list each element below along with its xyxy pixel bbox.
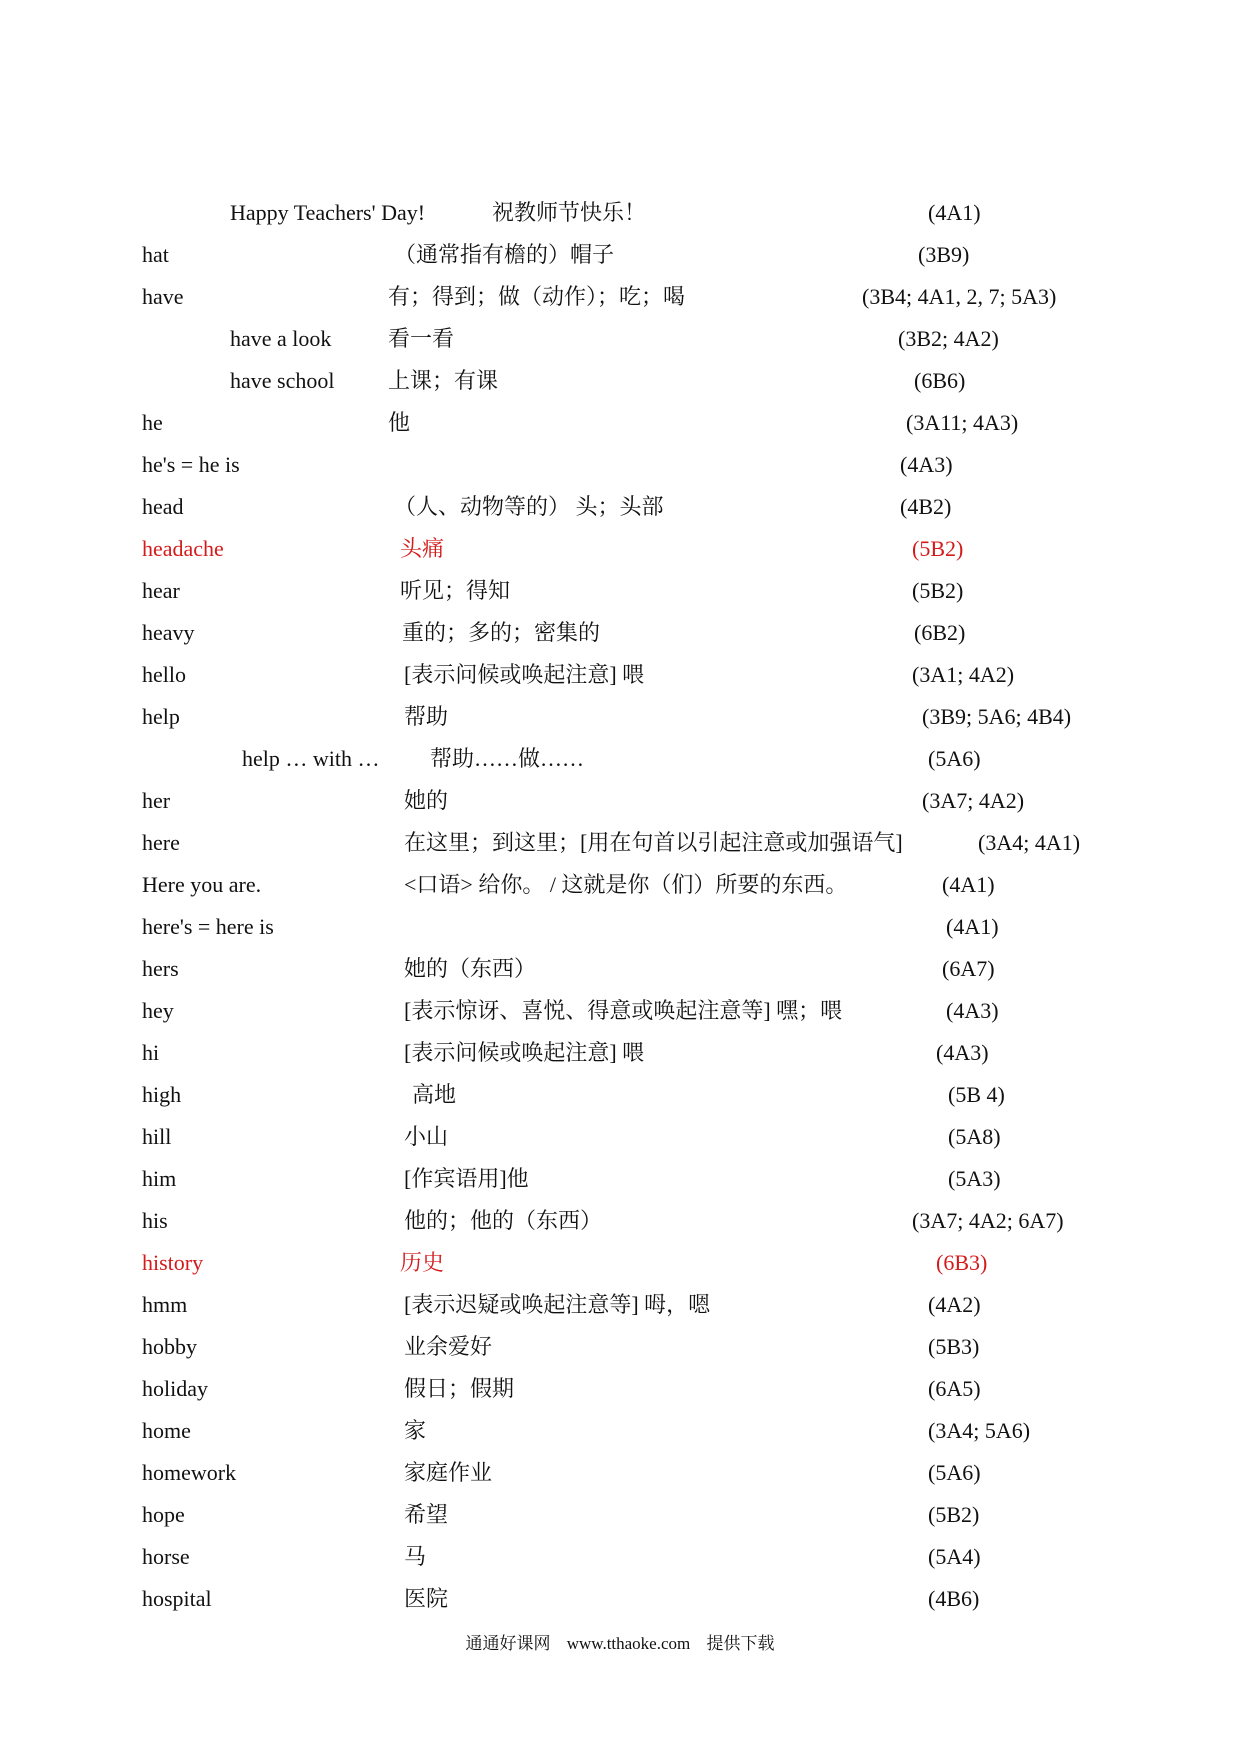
page-footer: [0, 1629, 1240, 1654]
entry-meaning: 她的（东西）: [404, 956, 537, 981]
entry-ref: (3A7; 4A2; 6A7): [912, 1208, 1064, 1233]
entry-row-help-with: [0, 738, 1240, 780]
entry-word: homework: [142, 1460, 237, 1485]
entry-ref: (4A3): [900, 452, 953, 477]
entry-row-hill: [0, 1116, 1240, 1158]
entry-row-him: [0, 1158, 1240, 1200]
entry-ref: (4B2): [900, 494, 952, 519]
entry-word: hospital: [142, 1586, 212, 1611]
entry-row-hear: [0, 570, 1240, 612]
entry-word: have a look: [230, 326, 332, 351]
entry-ref: (4B6): [928, 1586, 980, 1611]
entry-ref: (4A2): [928, 1292, 981, 1317]
entry-meaning: 上课；有课: [388, 368, 499, 393]
entry-row-hospital: [0, 1578, 1240, 1620]
entry-row-headache: [0, 528, 1240, 570]
entry-meaning: 帮助……做……: [430, 746, 585, 771]
entry-row-hers: [0, 948, 1240, 990]
entry-ref: (6B2): [914, 620, 966, 645]
footer-url-link[interactable]: www.tthaoke.com: [566, 1634, 691, 1653]
entry-word: hill: [142, 1124, 172, 1149]
entry-row-his: [0, 1200, 1240, 1242]
entry-word: hey: [142, 998, 174, 1023]
entry-meaning: 重的；多的；密集的: [402, 620, 601, 645]
entry-ref: (5A8): [948, 1124, 1001, 1149]
entry-row-here-you-are: [0, 864, 1240, 906]
entry-word: here's = here is: [142, 914, 274, 939]
entry-word: Happy Teachers' Day!: [230, 200, 426, 225]
entry-row-hi: [0, 1032, 1240, 1074]
entry-ref: (4A1): [946, 914, 999, 939]
entry-word: Here you are.: [142, 872, 262, 897]
entry-row-hobby: [0, 1326, 1240, 1368]
entry-row-hello: [0, 654, 1240, 696]
entry-word: help … with …: [242, 746, 380, 771]
entry-meaning: 有；得到；做（动作）；吃；喝: [388, 284, 686, 309]
entry-row-high: [0, 1074, 1240, 1116]
entry-word: he: [142, 410, 163, 435]
entry-meaning: 家: [404, 1418, 427, 1443]
entry-row-have-a-look: [0, 318, 1240, 360]
entry-word: have school: [230, 368, 335, 393]
entry-meaning: 希望: [404, 1502, 449, 1527]
entry-meaning: 在这里；到这里；[用在句首以引起注意或加强语气]: [404, 830, 903, 855]
entry-meaning: 祝教师节快乐！: [492, 200, 647, 225]
entry-ref: (4A3): [946, 998, 999, 1023]
entry-ref: (5A4): [928, 1544, 981, 1569]
entry-word: holiday: [142, 1376, 208, 1401]
entry-ref: (5B2): [928, 1502, 980, 1527]
entry-row-heres: [0, 906, 1240, 948]
entry-meaning: [表示迟疑或唤起注意等] 呣，嗯: [404, 1292, 711, 1317]
entry-ref: (3B9; 5A6; 4B4): [922, 704, 1072, 729]
entry-word: he's = he is: [142, 452, 240, 477]
entry-row-hey: [0, 990, 1240, 1032]
entry-word: history: [142, 1250, 204, 1275]
entry-ref: (3B2; 4A2): [898, 326, 999, 351]
entry-row-happy-teachers-day: [0, 192, 1240, 234]
entry-ref: (6B3): [936, 1250, 988, 1275]
entry-row-help: [0, 696, 1240, 738]
entry-word: high: [142, 1082, 182, 1107]
entry-row-horse: [0, 1536, 1240, 1578]
footer-suffix: 提供下载: [706, 1634, 775, 1653]
entry-ref: (3A4; 4A1): [978, 830, 1081, 855]
entry-meaning: 马: [404, 1544, 427, 1569]
entry-meaning: 看一看: [388, 326, 455, 351]
entry-row-home: [0, 1410, 1240, 1452]
entry-meaning: 帮助: [404, 704, 449, 729]
entry-word: heavy: [142, 620, 195, 645]
entry-meaning: 小山: [404, 1124, 449, 1149]
entry-row-have-school: [0, 360, 1240, 402]
entry-row-head: [0, 486, 1240, 528]
entry-ref: (5B2): [912, 536, 964, 561]
entry-row-hat: [0, 234, 1240, 276]
entry-ref: (5A6): [928, 1460, 981, 1485]
entry-ref: (3A7; 4A2): [922, 788, 1025, 813]
entry-word: his: [142, 1208, 168, 1233]
entry-meaning: 头痛: [400, 536, 445, 561]
entry-meaning: 历史: [400, 1250, 445, 1275]
entry-row-holiday: [0, 1368, 1240, 1410]
entry-meaning: 医院: [404, 1586, 449, 1611]
entry-word: hello: [142, 662, 186, 687]
entry-row-homework: [0, 1452, 1240, 1494]
entry-meaning: [表示惊讶、喜悦、得意或唤起注意等] 嘿；喂: [404, 998, 843, 1023]
entry-word: home: [142, 1418, 191, 1443]
entry-word: headache: [142, 536, 224, 561]
entry-word: hi: [142, 1040, 160, 1065]
entry-ref: (3B4; 4A1, 2, 7; 5A3): [862, 284, 1057, 309]
entry-meaning: 业余爱好: [404, 1334, 493, 1359]
footer-site-name: 通通好课网: [465, 1634, 551, 1653]
entry-meaning: （通常指有檐的）帽子: [394, 242, 615, 267]
entry-meaning: <口语> 给你。 / 这就是你（们）所要的东西。: [404, 872, 848, 897]
entry-meaning: [作宾语用]他: [404, 1166, 529, 1191]
entry-row-he: [0, 402, 1240, 444]
entry-word: hear: [142, 578, 180, 603]
entry-meaning: 假日；假期: [404, 1376, 515, 1401]
entry-word: her: [142, 788, 171, 813]
entry-ref: (5A6): [928, 746, 981, 771]
entry-ref: (6A7): [942, 956, 995, 981]
entry-word: help: [142, 704, 180, 729]
entry-ref: (5A3): [948, 1166, 1001, 1191]
entry-word: hers: [142, 956, 179, 981]
entry-word: hmm: [142, 1292, 188, 1317]
entry-row-heavy: [0, 612, 1240, 654]
entry-word: hat: [142, 242, 169, 267]
entry-word: hope: [142, 1502, 185, 1527]
entry-meaning: 家庭作业: [404, 1460, 493, 1485]
entry-meaning: （人、动物等的） 头；头部: [394, 494, 664, 519]
entry-row-here: [0, 822, 1240, 864]
entry-row-her: [0, 780, 1240, 822]
entry-row-history: [0, 1242, 1240, 1284]
entry-word: have: [142, 284, 184, 309]
entry-ref: (3B9): [918, 242, 970, 267]
entry-ref: (3A11; 4A3): [906, 410, 1019, 435]
entry-word: hobby: [142, 1334, 197, 1359]
entry-ref: (5B2): [912, 578, 964, 603]
entry-meaning: [表示问候或唤起注意] 喂: [404, 1040, 645, 1065]
entry-ref: (4A3): [936, 1040, 989, 1065]
entry-meaning: 她的: [404, 788, 449, 813]
entry-ref: (5B3): [928, 1334, 980, 1359]
entry-row-hmm: [0, 1284, 1240, 1326]
entry-meaning: 他: [388, 410, 411, 435]
entry-ref: (6B6): [914, 368, 966, 393]
entry-word: here: [142, 830, 180, 855]
entry-ref: (4A1): [942, 872, 995, 897]
entry-ref: (3A1; 4A2): [912, 662, 1015, 687]
entry-row-hope: [0, 1494, 1240, 1536]
entry-word: him: [142, 1166, 177, 1191]
entry-meaning: 听见；得知: [400, 578, 511, 603]
entry-word: horse: [142, 1544, 190, 1569]
entry-ref: (3A4; 5A6): [928, 1418, 1031, 1443]
entry-meaning: [表示问候或唤起注意] 喂: [404, 662, 645, 687]
entry-row-hes: [0, 444, 1240, 486]
entry-row-have: [0, 276, 1240, 318]
entry-word: head: [142, 494, 184, 519]
entry-meaning: 他的；他的（东西）: [404, 1208, 603, 1233]
entry-meaning: 高地: [412, 1082, 457, 1107]
entry-ref: (6A5): [928, 1376, 981, 1401]
entry-ref: (5B 4): [948, 1082, 1005, 1107]
entry-ref: (4A1): [928, 200, 981, 225]
